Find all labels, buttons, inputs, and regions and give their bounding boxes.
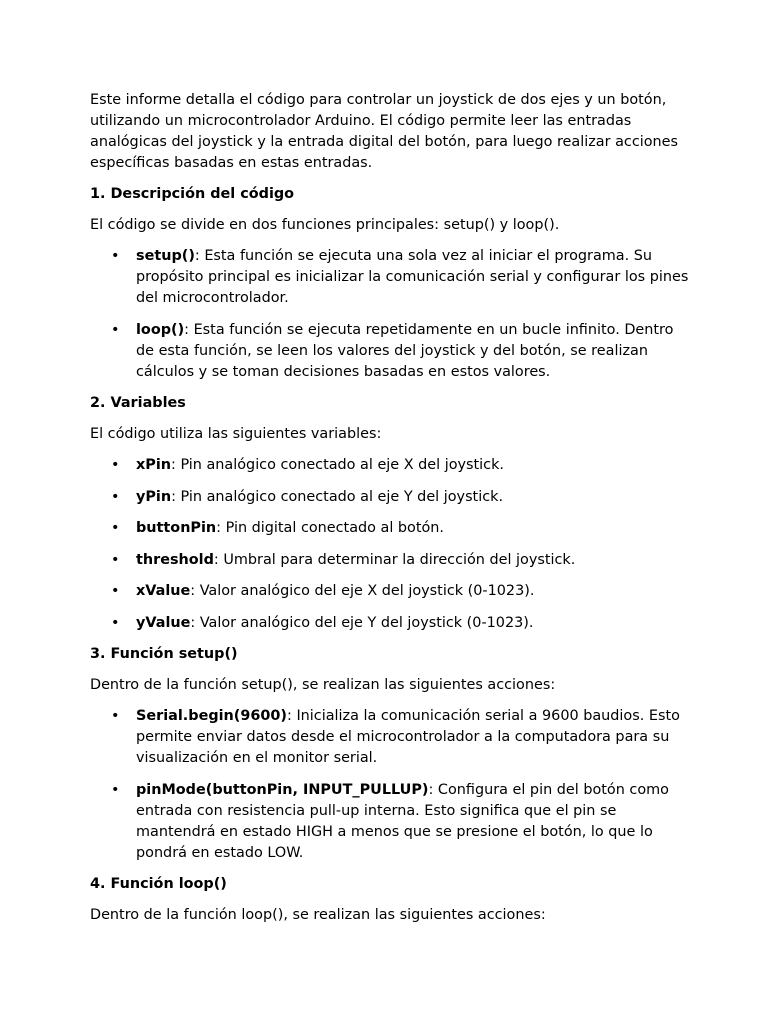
list-item-term: loop()	[136, 321, 185, 338]
list-item	[90, 487, 690, 508]
list-item-term: setup()	[136, 248, 195, 264]
section-paragraph: El código utiliza las siguientes variables:	[90, 426, 382, 442]
section-loop	[90, 874, 690, 926]
list-item-term: yValue	[136, 614, 191, 631]
list-item	[90, 320, 690, 383]
bullet-icon: •	[111, 248, 120, 264]
section-heading: 3. Función setup()	[90, 646, 238, 662]
section-heading: 1. Descripción del código	[90, 186, 295, 202]
section-variables	[90, 393, 690, 634]
list-item-desc: : Esta función se ejecuta repetidamente en un bucle infinito. Dentro de esta función, se leen los valores del joystick y del botón, se realizan cálculos y se toman decisiones basadas en estos valores.	[136, 321, 674, 380]
list-item	[90, 780, 690, 864]
bullet-icon: •	[111, 551, 120, 568]
document-page	[90, 90, 690, 936]
list-item-desc: : Pin analógico conectado al eje X del joystick.	[171, 457, 504, 473]
section-setup	[90, 644, 690, 864]
bullet-icon: •	[111, 321, 120, 338]
list-item-term: pinMode(buttonPin, INPUT_PULLUP)	[136, 781, 429, 798]
list-item-desc: : Configura el pin del botón como entrada con resistencia pull-up interna. Esto significa que el pin se mantendrá en estado HIGH a menos que se presione el botón, lo que lo pondrá en estado LOW.	[136, 781, 669, 861]
list-item-term: threshold	[136, 551, 214, 568]
section-paragraph: El código se divide en dos funciones principales: setup() y loop().	[90, 217, 560, 233]
list-item-term: Serial.begin(9600)	[136, 708, 288, 724]
list-item-desc: : Umbral para determinar la dirección del joystick.	[213, 551, 576, 568]
bullet-icon: •	[111, 614, 120, 631]
list-item-desc: : Inicializa la comunicación serial a 9600 baudios. Esto permite enviar datos desde el microcontrolador a la computadora para su visualización en el monitor serial.	[136, 708, 680, 766]
list-item-desc: : Esta función se ejecuta una sola vez al iniciar el programa. Su propósito principal es inicializar la comunicación serial y configurar los pines del microcontrolador.	[136, 248, 689, 306]
list-item-desc: : Valor analógico del eje Y del joystick (0-1023).	[190, 614, 534, 631]
list-item-term: xPin	[136, 457, 172, 473]
intro-paragraph: Este informe detalla el código para controlar un joystick de dos ejes y un botón, utilizando un microcontrolador Arduino. El código permite leer las entradas analógicas del joystick y la entrada digital del botón, para luego realizar acciones específicas basadas en estas entradas.	[90, 92, 679, 171]
list-item	[90, 518, 690, 539]
bullet-icon: •	[111, 781, 120, 798]
bullet-icon: •	[111, 583, 120, 599]
list-item	[90, 706, 690, 769]
list-item	[90, 246, 690, 309]
list-item	[90, 550, 690, 571]
bullet-icon: •	[111, 488, 120, 505]
section-heading: 2. Variables	[90, 395, 186, 411]
bullet-icon: •	[111, 520, 120, 536]
section-descripcion	[90, 184, 690, 383]
bullet-list	[90, 455, 690, 634]
list-item	[90, 455, 690, 476]
list-item-desc: : Valor analógico del eje X del joystick (0-1023).	[190, 583, 535, 599]
list-item-term: yPin	[136, 488, 172, 505]
list-item	[90, 613, 690, 634]
list-item-term: xValue	[136, 583, 191, 599]
bullet-icon: •	[111, 457, 120, 473]
list-item	[90, 581, 690, 602]
list-item-term: buttonPin	[136, 520, 217, 536]
section-heading: 4. Función loop()	[90, 876, 227, 892]
bullet-list	[90, 706, 690, 864]
bullet-list	[90, 246, 690, 383]
section-paragraph: Dentro de la función setup(), se realizan las siguientes acciones:	[90, 677, 556, 693]
list-item-desc: : Pin digital conectado al botón.	[216, 520, 444, 536]
bullet-icon: •	[111, 708, 120, 724]
list-item-desc: : Pin analógico conectado al eje Y del joystick.	[171, 488, 504, 505]
section-paragraph: Dentro de la función loop(), se realizan las siguientes acciones:	[90, 907, 546, 923]
